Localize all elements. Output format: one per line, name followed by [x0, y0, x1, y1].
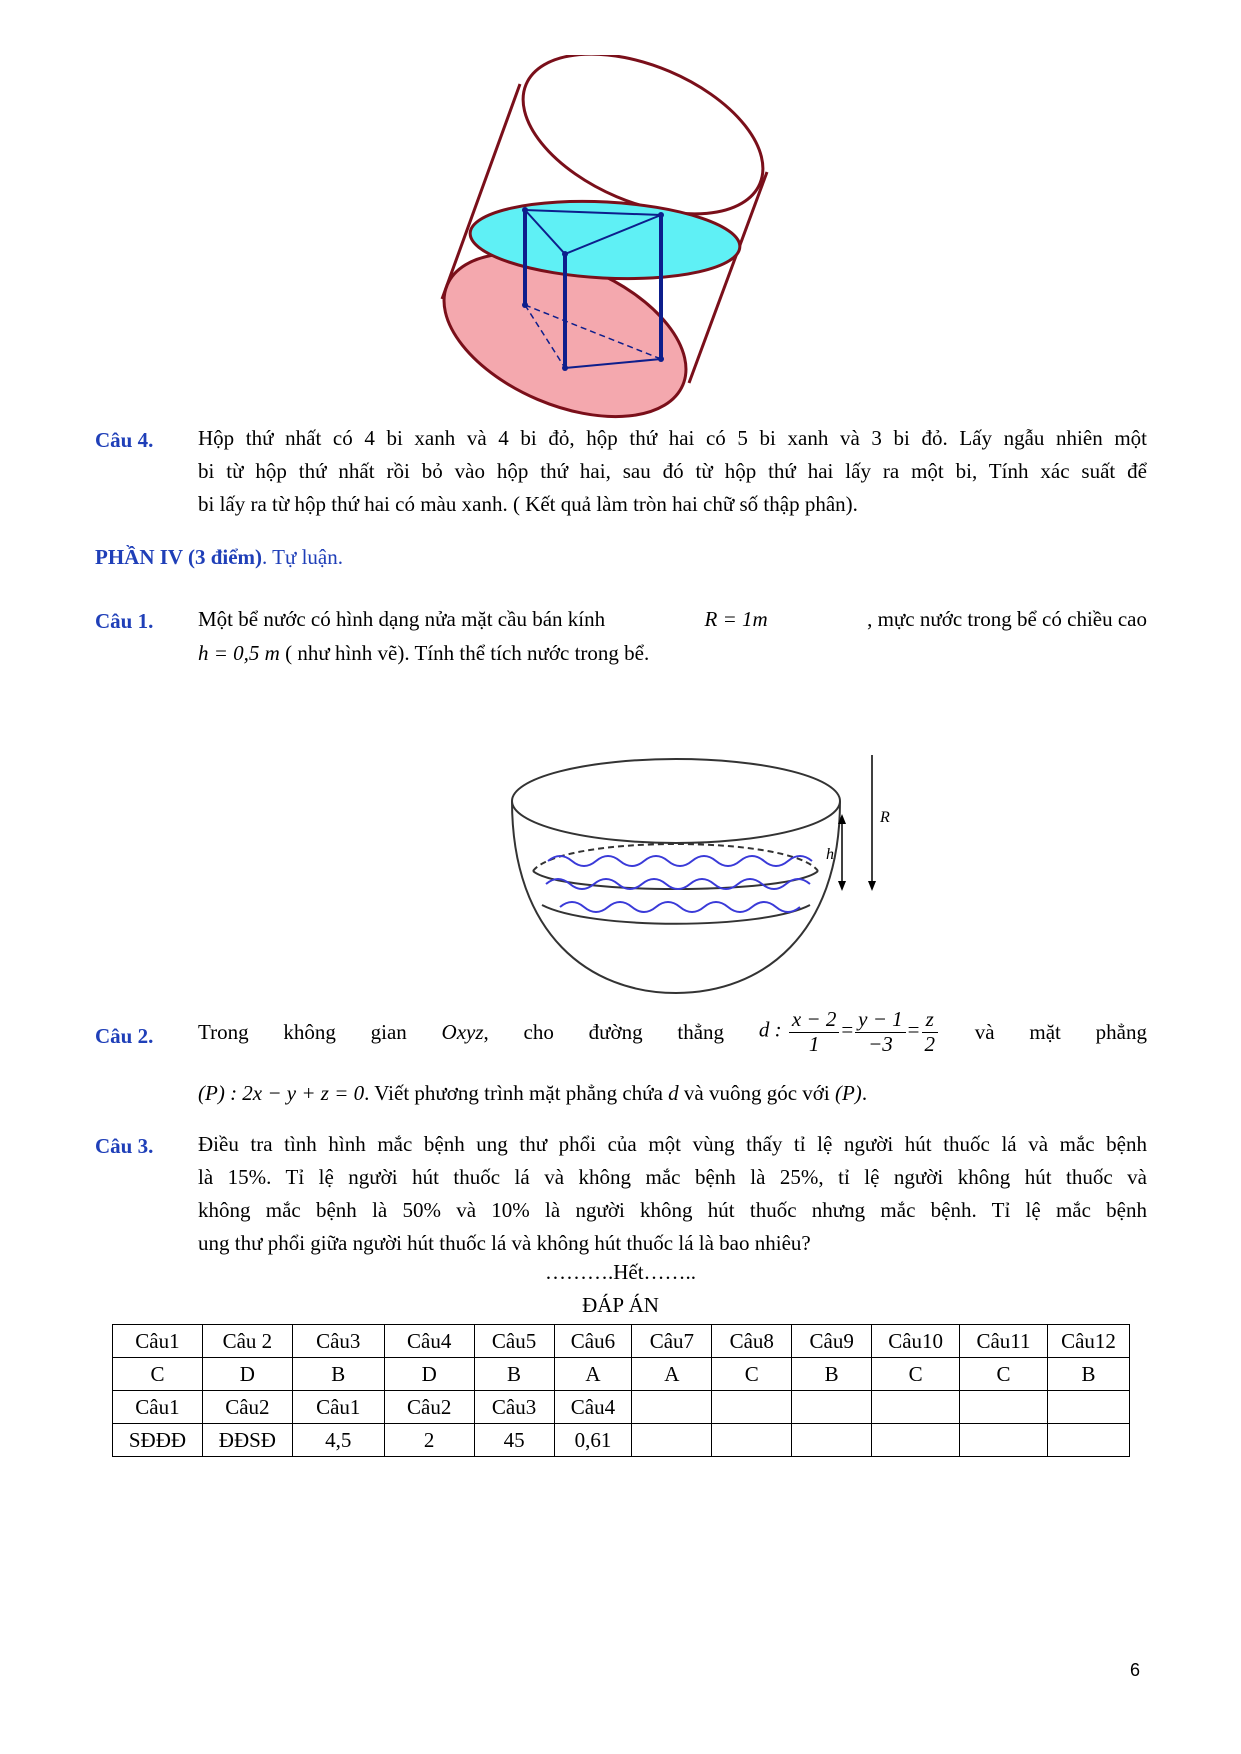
- table-cell: [712, 1391, 792, 1424]
- table-cell: Câu2: [384, 1391, 474, 1424]
- table-cell: 0,61: [554, 1424, 632, 1457]
- fraction-3-den: 2: [924, 1031, 936, 1056]
- essay-2-end: .: [861, 1081, 868, 1105]
- fraction-3: [922, 1008, 939, 1055]
- height-label: h: [826, 846, 834, 863]
- table-cell: [960, 1391, 1048, 1424]
- essay-2-text-a: . Viết phương trình mặt phẳng chứa: [364, 1081, 663, 1105]
- table-cell: Câu1: [113, 1325, 203, 1358]
- fraction-3-num: z: [922, 1008, 939, 1032]
- table-cell: [872, 1424, 960, 1457]
- essay-1-line-1: [198, 603, 1147, 636]
- essay-1-height-math: h = 0,5 m: [198, 641, 280, 665]
- table-cell: Câu8: [712, 1325, 792, 1358]
- table-cell: Câu5: [474, 1325, 554, 1358]
- table-cell: B: [1047, 1358, 1129, 1391]
- fraction-2-den: −3: [868, 1031, 893, 1056]
- table-cell: Câu 2: [202, 1325, 292, 1358]
- table-cell: SĐĐĐ: [113, 1424, 203, 1457]
- table-cell: Câu1: [292, 1391, 384, 1424]
- answer-row-values-1: [113, 1358, 1130, 1391]
- table-cell: 4,5: [292, 1424, 384, 1457]
- fraction-1: [789, 1008, 840, 1055]
- cylinder-right-edge: [689, 172, 767, 383]
- essay-3-line-2: là 15%. Tỉ lệ người hút thuốc lá và không mắc bệnh là 25%, tỉ lệ người không hút thuốc và: [198, 1165, 1147, 1189]
- question-4-line-2: bi từ hộp thứ nhất rồi bỏ vào hộp thứ hai, sau đó từ hộp thứ hai lấy ra một bi, Tính xác suất để: [198, 459, 1147, 483]
- table-cell: [792, 1391, 872, 1424]
- table-cell: [872, 1391, 960, 1424]
- essay-2-line-1: [198, 1004, 1147, 1060]
- answer-row-headers-1: [113, 1325, 1130, 1358]
- vertex: [522, 302, 528, 308]
- table-cell: B: [792, 1358, 872, 1391]
- essay-2-line-2: [198, 1077, 867, 1110]
- essay-2-line-equation: [759, 1008, 940, 1055]
- essay-1-label: Câu 1.: [95, 609, 154, 633]
- equals-1: =: [841, 1017, 854, 1042]
- table-cell: [1047, 1424, 1129, 1457]
- answer-title: ĐÁP ÁN: [582, 1293, 659, 1317]
- essay-2-plane-math: (P) : 2x − y + z = 0: [198, 1081, 365, 1105]
- table-cell: Câu1: [113, 1391, 203, 1424]
- answer-row-headers-2: [113, 1391, 1130, 1424]
- table-cell: A: [632, 1358, 712, 1391]
- table-cell: Câu11: [960, 1325, 1048, 1358]
- vertex: [562, 251, 568, 257]
- table-cell: ĐĐSĐ: [202, 1424, 292, 1457]
- essay-3-line-4: ung thư phổi giữa người hút thuốc lá và không hút thuốc lá là bao nhiêu?: [198, 1231, 811, 1255]
- table-cell: B: [474, 1358, 554, 1391]
- bowl-rim: [512, 759, 840, 843]
- essay-2-d-prefix: d :: [758, 1017, 782, 1042]
- equals-2: =: [907, 1017, 920, 1042]
- cylinder-prism-figure: [430, 55, 790, 425]
- essay-2-word-11: phẳng: [1095, 1019, 1147, 1044]
- essay-1-text-b: , mực nước trong bể có chiều cao: [867, 607, 1147, 631]
- table-cell: C: [872, 1358, 960, 1391]
- table-cell: D: [202, 1358, 292, 1391]
- table-cell: [1047, 1391, 1129, 1424]
- table-cell: A: [554, 1358, 632, 1391]
- table-cell: Câu3: [292, 1325, 384, 1358]
- vertex: [562, 365, 568, 371]
- essay-2-word-3: gian: [370, 1019, 407, 1044]
- table-cell: D: [384, 1358, 474, 1391]
- essay-2-word-8: thẳng: [677, 1019, 725, 1044]
- table-cell: [960, 1424, 1048, 1457]
- essay-2-oxyz: Oxyz: [441, 1019, 484, 1044]
- answer-row-values-2: [113, 1424, 1130, 1457]
- vertex: [658, 212, 664, 218]
- essay-1-text-a: Một bể nước có hình dạng nửa mặt cầu bán kính: [198, 607, 606, 631]
- end-marker: ……….Hết……..: [544, 1260, 697, 1284]
- essay-2-label: Câu 2.: [95, 1024, 154, 1048]
- table-cell: Câu7: [632, 1325, 712, 1358]
- water-lower-line: [542, 905, 810, 924]
- question-4-line-3: bi lấy ra từ hộp thứ hai có màu xanh. ( Kết quả làm tròn hai chữ số thập phân).: [198, 492, 858, 516]
- table-cell: C: [712, 1358, 792, 1391]
- essay-1-text-c: ( như hình vẽ). Tính thể tích nước trong bể.: [279, 641, 650, 665]
- table-cell: Câu10: [872, 1325, 960, 1358]
- essay-2-word-9: và: [974, 1019, 995, 1044]
- radius-label: R: [880, 809, 890, 826]
- table-cell: B: [292, 1358, 384, 1391]
- water-wave-1: [548, 856, 812, 866]
- table-cell: [632, 1391, 712, 1424]
- table-cell: Câu12: [1047, 1325, 1129, 1358]
- essay-2-word-1: Trong: [198, 1019, 249, 1044]
- fraction-2-num: y − 1: [855, 1008, 906, 1032]
- fraction-1-num: x − 2: [789, 1008, 840, 1032]
- table-cell: Câu4: [384, 1325, 474, 1358]
- table-cell: 45: [474, 1424, 554, 1457]
- table-cell: Câu4: [554, 1391, 632, 1424]
- table-cell: Câu3: [474, 1391, 554, 1424]
- fraction-2: [855, 1008, 906, 1055]
- table-cell: [712, 1424, 792, 1457]
- question-4-label: Câu 4.: [95, 428, 154, 452]
- page-number: 6: [1130, 1660, 1141, 1680]
- essay-2-word-2: không: [283, 1019, 336, 1044]
- table-cell: [632, 1424, 712, 1457]
- fraction-1-den: 1: [808, 1031, 820, 1056]
- essay-2-comma: ,: [483, 1019, 489, 1044]
- essay-3-line-3: không mắc bệnh là 50% và 10% là người không hút thuốc nhưng mắc bệnh. Tỉ lệ mắc bệnh: [198, 1198, 1147, 1222]
- section-4-title-bold: PHẦN IV (3 điểm): [95, 545, 263, 569]
- essay-3-line-1: Điều tra tình hình mắc bệnh ung thư phổi của một vùng thấy tỉ lệ người hút thuốc lá và mắc bệnh: [198, 1132, 1147, 1156]
- section-4-title: [95, 545, 343, 570]
- essay-2-d: d: [668, 1081, 679, 1105]
- bowl-outline: [512, 801, 840, 993]
- essay-2-P: (P): [834, 1081, 862, 1105]
- radius-arrow-head-bottom: [868, 881, 876, 891]
- essay-2-text-b: và vuông góc với: [683, 1081, 830, 1105]
- essay-1-line-2: [198, 637, 649, 670]
- section-4-title-rest: . Tự luận.: [262, 545, 344, 569]
- essay-1-radius-math: R = 1m: [704, 607, 768, 631]
- table-cell: C: [113, 1358, 203, 1391]
- vertex: [522, 207, 528, 213]
- table-cell: Câu6: [554, 1325, 632, 1358]
- question-4-line-1: Hộp thứ nhất có 4 bi xanh và 4 bi đỏ, hộp thứ hai có 5 bi xanh và 3 bi đỏ. Lấy ngẫu nhiên một: [198, 426, 1147, 450]
- table-cell: 2: [384, 1424, 474, 1457]
- vertex: [658, 356, 664, 362]
- essay-2-word-10: mặt: [1029, 1019, 1061, 1044]
- essay-2-word-7: đường: [588, 1019, 643, 1044]
- hemisphere-bowl-figure: [500, 755, 920, 1015]
- essay-2-word-6: cho: [523, 1019, 554, 1044]
- water-wave-3: [560, 902, 800, 912]
- height-arrow-head-bottom: [838, 881, 846, 891]
- water-surface-front: [533, 871, 818, 889]
- table-cell: Câu9: [792, 1325, 872, 1358]
- essay-3-label: Câu 3.: [95, 1134, 154, 1158]
- table-cell: [792, 1424, 872, 1457]
- table-cell: C: [960, 1358, 1048, 1391]
- answer-table: [112, 1324, 1130, 1457]
- table-cell: Câu2: [202, 1391, 292, 1424]
